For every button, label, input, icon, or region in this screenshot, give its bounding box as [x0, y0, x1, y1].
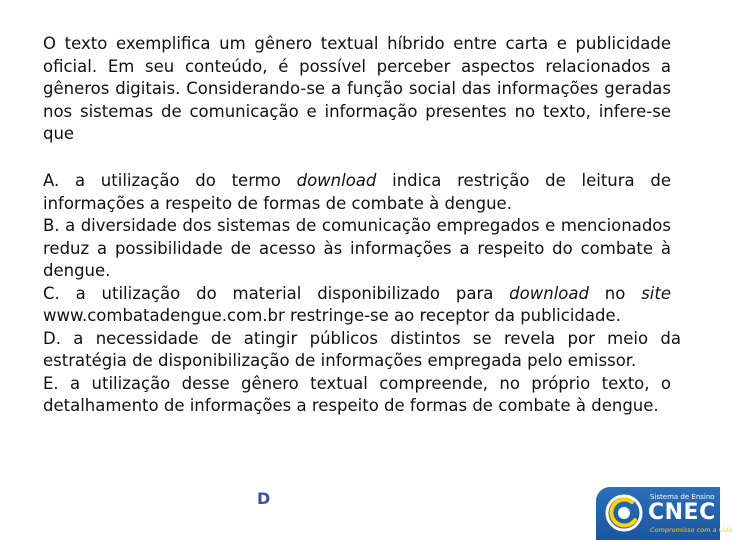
answer-options [43, 170, 681, 418]
option-c-middle: no [588, 283, 642, 303]
logo-tagline: Compromisso com a vida [650, 526, 732, 534]
option-c [43, 283, 671, 328]
logo-small-text: Sistema de Ensino [650, 493, 715, 501]
cnec-emblem-icon [604, 493, 644, 533]
logo-brand: CNEC [648, 500, 716, 525]
option-c-prefix: C. a utilização do material disponibilizado para [43, 283, 510, 303]
answer-key: D [257, 489, 271, 508]
option-a-prefix: A. a utilização do termo [43, 171, 297, 190]
option-c-suffix: www.combatadengue.com.br restringe-se ao receptor da publicidade. [43, 306, 621, 325]
option-a [43, 170, 671, 215]
option-e: E. a utilização desse gênero textual compreende, no próprio texto, o detalhamento de informações a respeito de formas de combate à dengue. [43, 373, 671, 415]
option-b: B. a diversidade dos sistemas de comunicação empregados e mencionados reduz a possibilidade de acesso às informações a respeito do combate à dengue. [43, 216, 671, 280]
option-a-suffix: indica restrição de leitura de informações a respeito de formas de combate à dengue. [43, 171, 671, 213]
question-stem: O texto exemplifica um gênero textual híbrido entre carta e publicidade oficial. Em seu conteúdo, é possível perceber aspectos relacionados a gêneros digitais. Considerando-se a função social das informações geradas nos sistemas de comunicação e informação presentes no texto, infere-se que [43, 34, 671, 143]
option-d: D. a necessidade de atingir públicos distintos se revela por meio da estratégia de disponibilização de informações empregada pelo emissor. [43, 328, 681, 370]
cnec-logo [596, 487, 732, 540]
option-c-emphasis-site: site [641, 283, 671, 303]
option-c-emphasis-download: download [509, 283, 589, 303]
option-a-emphasis: download [296, 171, 377, 190]
